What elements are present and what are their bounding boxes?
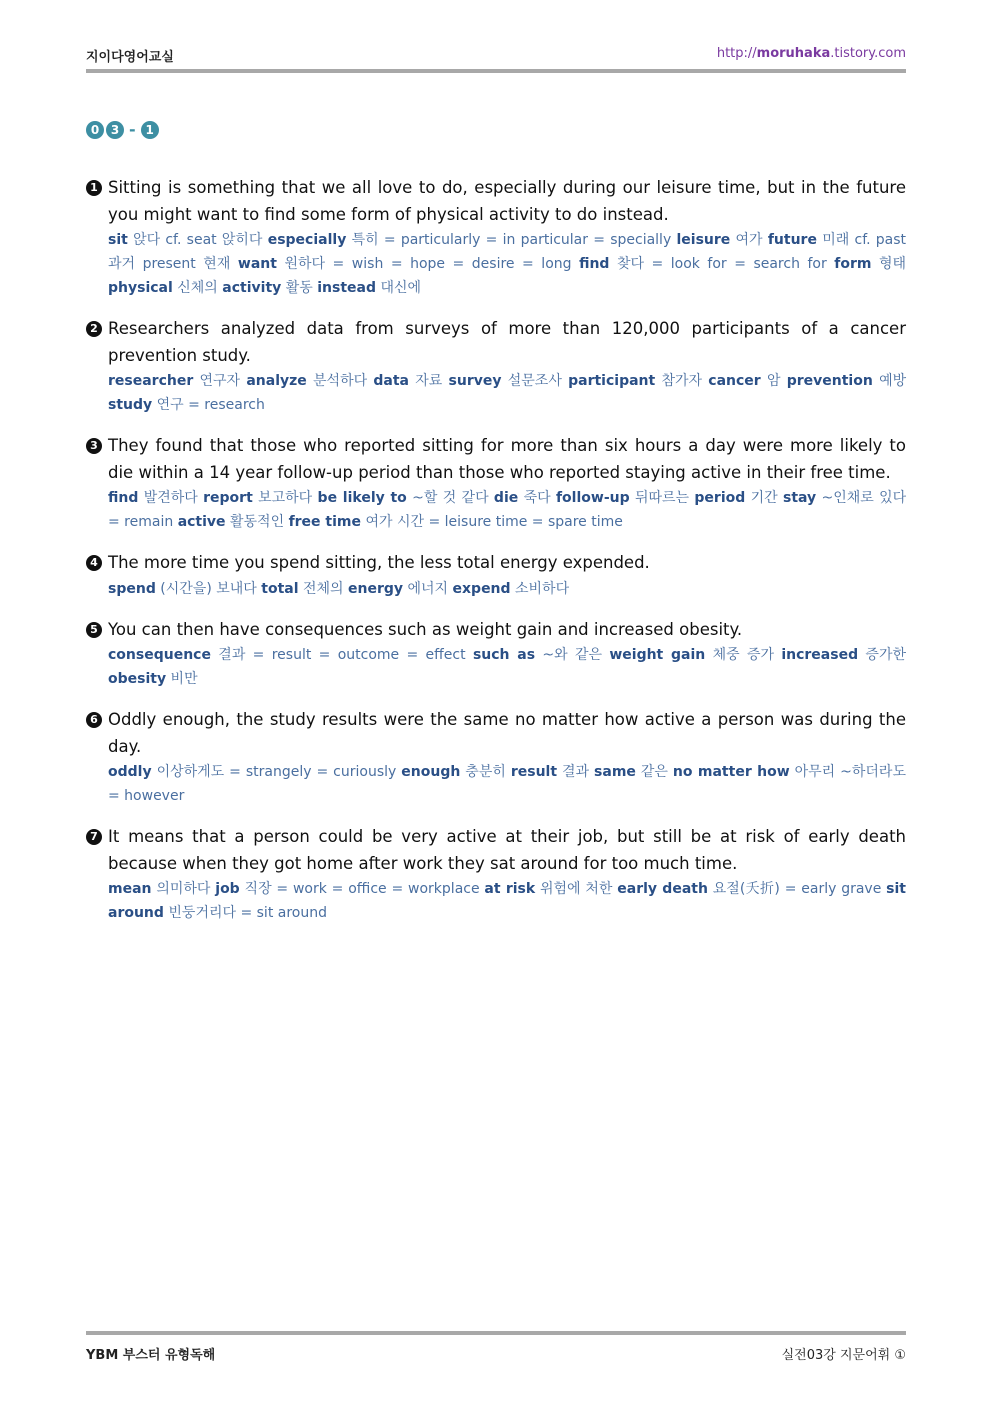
vocab-meaning: 충분히 — [465, 764, 506, 780]
sentence-number-badge: 3 — [86, 438, 102, 454]
vocab-meaning: 아무리 ~하더라도 = however — [108, 764, 906, 804]
sentence-text: They found that those who reported sitting for more than six hours a day were more likely to die within a 14 year follow-up period than those who reported staying active in their free time. — [108, 436, 906, 482]
vocab-word: researcher — [108, 373, 194, 389]
vocab-meaning: 뒤따르는 — [634, 490, 690, 506]
vocab-meaning: 분석하다 — [313, 373, 368, 389]
vocab-meaning: 참가자 — [661, 373, 703, 389]
vocab-meaning: 자료 — [415, 373, 443, 389]
vocab-meaning: 설문조사 — [507, 373, 562, 389]
sentence-number-badge: 7 — [86, 829, 102, 845]
vocab-word: no matter how — [672, 764, 790, 780]
vocab-meaning: 보고하다 — [258, 490, 313, 506]
vocab-meaning: 위험에 처한 — [540, 881, 613, 897]
brand-title: 지이다영어교실 — [86, 50, 174, 65]
sentence-item — [86, 550, 906, 601]
code-digit-1: 0 — [86, 121, 104, 139]
vocab-word: especially — [267, 232, 347, 248]
vocab-word: follow-up — [555, 490, 630, 506]
vocab-meaning: 이상하게도 = strangely = curiously — [156, 764, 397, 780]
code-digit-3: 1 — [141, 121, 159, 139]
vocab-meaning: 활동 — [285, 280, 313, 296]
sentence-item — [86, 433, 906, 534]
vocab-word: stay — [782, 490, 817, 506]
sentence-text: It means that a person could be very active at their job, but still be at risk of early death because when they got home after work they sat around for too much time. — [108, 827, 906, 873]
sentence-text: Researchers analyzed data from surveys of more than 120,000 participants of a cancer prevention study. — [108, 319, 906, 365]
vocab-word: form — [834, 256, 872, 272]
vocab-list — [108, 760, 906, 808]
vocab-word: study — [108, 397, 153, 413]
vocab-word: obesity — [108, 671, 167, 687]
vocab-word: leisure — [676, 232, 731, 248]
sentence-text: Oddly enough, the study results were the same no matter how active a person was during the day. — [108, 710, 906, 756]
footer-page-label: 실전03강 지문어휘 ① — [781, 1348, 906, 1363]
vocab-word: sit — [108, 232, 128, 248]
vocab-word: cancer — [708, 373, 761, 389]
vocab-meaning: 원하다 = wish = hope = desire = long — [284, 256, 572, 272]
vocab-meaning: (시간을) 보내다 — [160, 580, 257, 597]
vocab-list — [108, 643, 906, 691]
vocab-list — [108, 228, 906, 300]
vocab-meaning: 빈둥거리다 = sit around — [168, 905, 327, 921]
vocab-meaning: 활동적인 — [230, 514, 285, 530]
vocab-meaning: 죽다 — [523, 490, 551, 506]
sentence-number-badge: 6 — [86, 712, 102, 728]
sentence-number-badge: 1 — [86, 180, 102, 196]
vocab-meaning: 형태 — [879, 256, 907, 272]
vocab-word: same — [594, 764, 636, 780]
sentence-item — [86, 617, 906, 692]
vocab-list — [108, 877, 906, 925]
vocab-meaning: 의미하다 — [156, 881, 211, 897]
vocab-list — [108, 486, 906, 534]
vocab-word: energy — [348, 580, 404, 597]
vocab-word: die — [493, 490, 519, 506]
sentence-item — [86, 824, 906, 925]
vocab-word: instead — [317, 280, 376, 296]
vocab-word: activity — [222, 280, 282, 296]
vocab-word: early death — [617, 881, 708, 897]
vocab-meaning: 신체의 — [177, 280, 218, 296]
sentence-text: You can then have consequences such as weight gain and increased obesity. — [108, 619, 743, 639]
vocab-meaning: 연구자 — [199, 373, 241, 389]
vocab-word: total — [261, 580, 299, 597]
vocab-meaning: 앉다 cf. seat 앉히다 — [133, 232, 263, 248]
vocab-meaning: 암 — [766, 373, 781, 389]
vocab-word: such as — [472, 647, 536, 663]
vocab-meaning: 결과 — [562, 764, 590, 780]
sentence-text: The more time you spend sitting, the less total energy expended. — [108, 553, 650, 572]
vocab-word: find — [108, 490, 139, 506]
vocab-word: expend — [452, 580, 511, 597]
vocab-meaning: 찾다 = look for = search for — [616, 256, 827, 272]
vocab-meaning: 대신에 — [380, 280, 422, 296]
vocab-word: at risk — [484, 881, 536, 897]
vocab-meaning: ~와 같은 — [542, 647, 603, 663]
vocab-meaning: 연구 = research — [156, 397, 265, 413]
vocab-word: future — [767, 232, 817, 248]
sentence-list — [86, 175, 906, 941]
vocab-meaning: 결과 = result = outcome = effect — [218, 647, 466, 663]
vocab-word: job — [215, 881, 240, 897]
vocab-meaning: 특히 = particularly = in particular = specially — [351, 232, 672, 248]
vocab-word: period — [694, 490, 746, 506]
vocab-meaning: 요절(夭折) = early grave — [712, 881, 882, 897]
sentence-number-badge: 5 — [86, 622, 102, 638]
vocab-meaning: 발견하다 — [143, 490, 198, 506]
vocab-word: spend — [108, 580, 156, 597]
vocab-word: consequence — [108, 647, 211, 663]
sentence-number-badge: 2 — [86, 321, 102, 337]
vocab-meaning: 미래 cf. past 과거 present 현재 — [108, 232, 907, 272]
vocab-meaning: 전체의 — [302, 580, 344, 597]
vocab-meaning: 기간 — [750, 490, 778, 506]
vocab-meaning: 여가 — [735, 232, 763, 248]
vocab-word: free time — [288, 514, 361, 530]
page-header — [86, 46, 906, 66]
vocab-meaning: 예방 — [879, 373, 907, 389]
footer-divider — [86, 1331, 906, 1335]
vocab-word: physical — [108, 280, 173, 296]
vocab-word: data — [373, 373, 409, 389]
vocab-word: increased — [781, 647, 859, 663]
footer-book-title: YBM 부스터 유형독해 — [86, 1348, 216, 1363]
vocab-word: analyze — [246, 373, 307, 389]
vocab-meaning: 같은 — [640, 764, 668, 780]
vocab-word: be likely to — [317, 490, 407, 506]
vocab-word: mean — [108, 881, 152, 897]
vocab-meaning: 소비하다 — [515, 580, 570, 597]
vocab-meaning: ~할 것 같다 — [412, 490, 489, 506]
vocab-meaning: 에너지 — [407, 580, 449, 597]
vocab-meaning: 증가한 — [865, 647, 906, 663]
vocab-word: want — [237, 256, 277, 272]
vocab-list — [108, 577, 906, 601]
vocab-word: participant — [568, 373, 656, 389]
header-divider — [86, 69, 906, 73]
passage-code — [86, 120, 159, 139]
vocab-meaning: 직장 = work = office = workplace — [244, 881, 480, 897]
vocab-meaning: 비만 — [170, 671, 198, 687]
sentence-item — [86, 316, 906, 417]
vocab-meaning: ~인채로 있다 = remain — [108, 490, 907, 530]
vocab-word: active — [177, 514, 226, 530]
sentence-item — [86, 707, 906, 808]
vocab-word: weight gain — [609, 647, 706, 663]
site-url[interactable]: http://moruhaka.tistory.com — [716, 46, 906, 61]
vocab-word: result — [510, 764, 558, 780]
sentence-text: Sitting is something that we all love to do, especially during our leisure time, but in the future you might want to find some form of physical activity to do instead. — [108, 178, 906, 224]
code-dash: - — [129, 120, 136, 139]
vocab-word: enough — [401, 764, 461, 780]
vocab-word: survey — [448, 373, 502, 389]
vocab-word: prevention — [786, 373, 873, 389]
vocab-list — [108, 369, 906, 417]
sentence-number-badge: 4 — [86, 555, 102, 571]
vocab-word: report — [203, 490, 253, 506]
vocab-meaning: 여가 시간 = leisure time = spare time — [365, 514, 623, 530]
sentence-item — [86, 175, 906, 300]
vocab-word: find — [579, 256, 610, 272]
vocab-word: oddly — [108, 764, 152, 780]
code-digit-2: 3 — [106, 121, 124, 139]
vocab-meaning: 체중 증가 — [712, 647, 774, 663]
vocab-word: sit around — [108, 881, 906, 921]
